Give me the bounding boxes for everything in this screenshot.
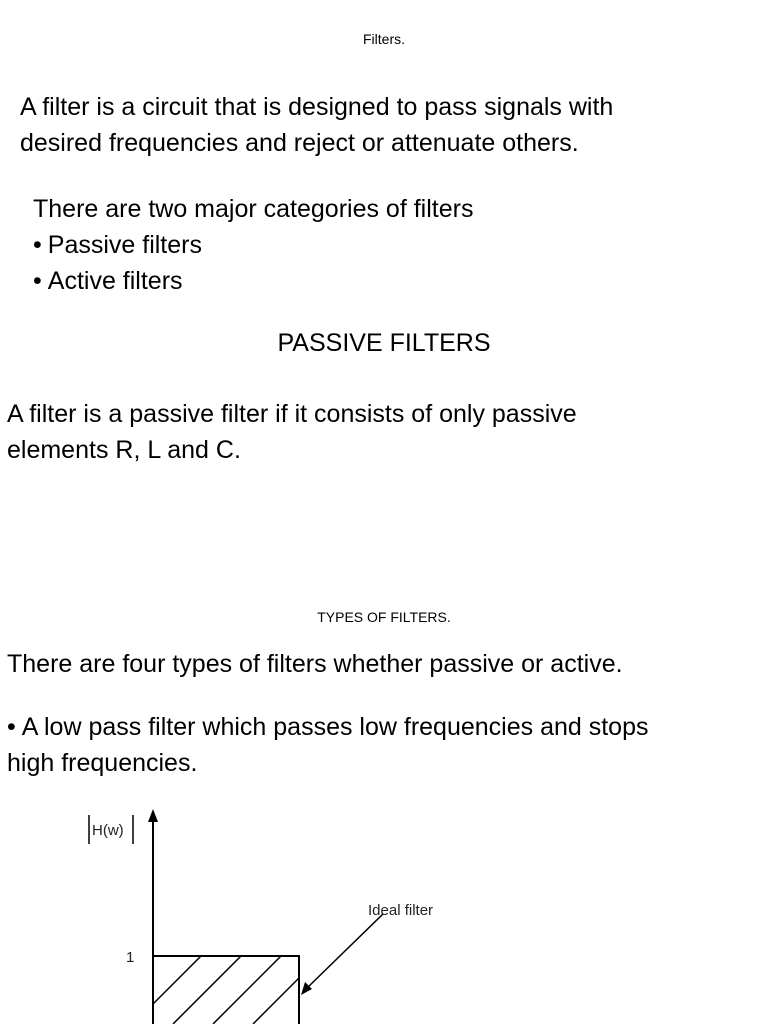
curve-label: Ideal filter (368, 902, 434, 919)
annotation-pointer (306, 914, 383, 989)
passband-hatching (133, 954, 323, 1024)
y-axis-arrow-icon (148, 809, 158, 822)
categories-lead: There are two major categories of filters (33, 195, 474, 223)
ideal-response-curve (153, 956, 299, 1024)
passive-filter-definition (7, 396, 577, 468)
types-intro: There are four types of filters whether passive or active. (7, 650, 623, 678)
ideal-low-pass-diagram (0, 790, 768, 1024)
y-axis-label: H(w) (92, 822, 124, 839)
filter-categories (33, 191, 473, 299)
definition-line: elements R, L and C. (7, 436, 241, 464)
low-pass-description (7, 709, 648, 781)
intro-line: A filter is a circuit that is designed to pass signals with (20, 93, 614, 121)
types-of-filters-heading: TYPES OF FILTERS. (317, 609, 451, 625)
page-title: Filters. (363, 31, 405, 47)
passband-gain-label: 1 (126, 949, 135, 966)
intro-paragraph (20, 89, 613, 161)
category-item-active: • Active filters (33, 263, 473, 299)
passive-filters-heading: PASSIVE FILTERS (277, 329, 491, 357)
intro-line: desired frequencies and reject or attenuate others. (20, 129, 579, 157)
definition-line: A filter is a passive filter if it consists of only passive (7, 400, 577, 428)
low-pass-line: • A low pass filter which passes low frequencies and stops (7, 709, 648, 745)
category-item-passive: • Passive filters (33, 227, 473, 263)
low-pass-line: high frequencies. (7, 749, 198, 777)
